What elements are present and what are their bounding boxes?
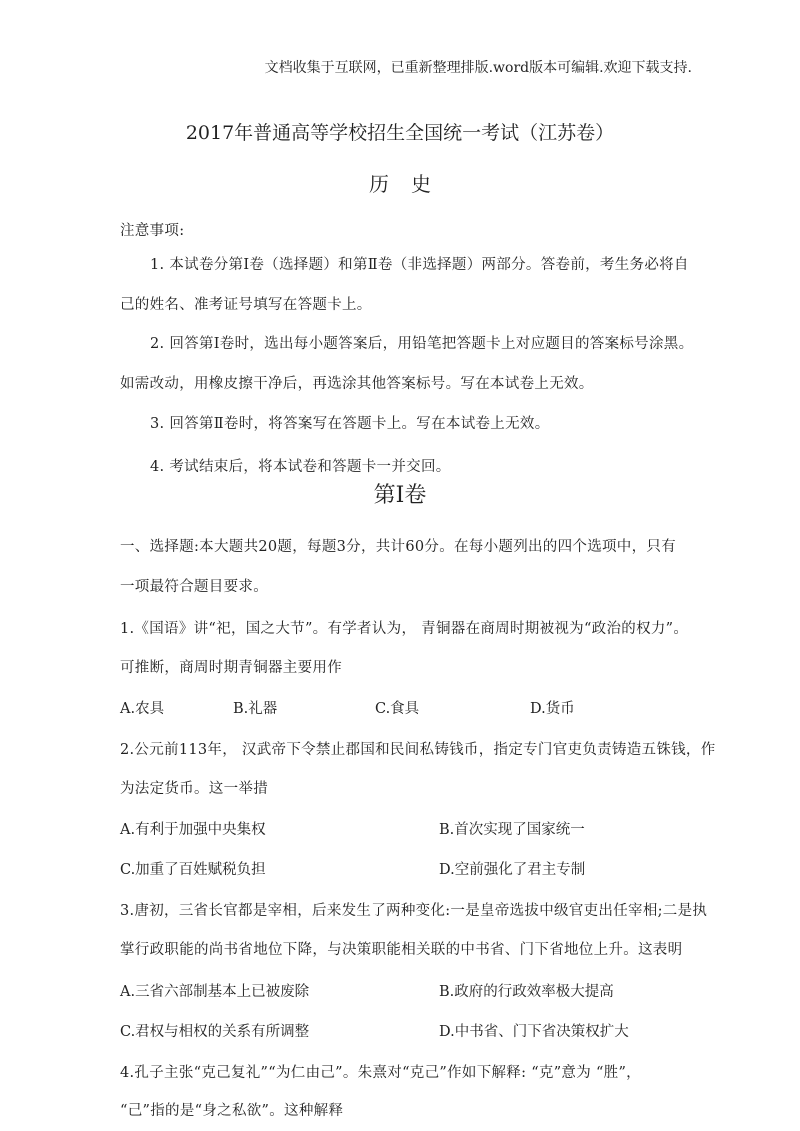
- notice-line: 3. 回答第Ⅱ卷时，将答案写在答题卡上。写在本试卷上无效。: [150, 416, 550, 432]
- question-2-option-a: A.有利于加强中央集权: [120, 822, 266, 838]
- question-3-stem: 3.唐初，三省长官都是宰相，后来发生了两种变化:一是皇帝选拔中级官吏出任宰相;二是执: [120, 903, 708, 919]
- question-2-option-b: B.首次实现了国家统一: [439, 822, 585, 838]
- section-title: 第Ⅰ卷: [373, 483, 427, 508]
- exam-title: 2017年普通高等学校招生全国统一考试（江苏卷）: [185, 122, 615, 144]
- part-intro-line: 一、选择题:本大题共20题，每题3分，共计60分。在每小题列出的四个选项中，只有: [120, 539, 677, 555]
- question-2-option-c: C.加重了百姓赋税负担: [120, 862, 266, 878]
- question-3-option-a: A.三省六部制基本上已被废除: [120, 984, 310, 1000]
- header-note: 文档收集于互联网，已重新整理排版.word版本可编辑.欢迎下载支持.: [264, 60, 692, 76]
- part-intro-line: 一项最符合题目要求。: [120, 579, 268, 595]
- question-2-stem: 2.公元前113年， 汉武帝下令禁止郡国和民间私铸钱币，指定专门官吏负责铸造五铢钱，作: [120, 742, 716, 758]
- notice-line: 2. 回答第Ⅰ卷时，选出每小题答案后，用铅笔把答题卡上对应题目的答案标号涂黑。: [150, 336, 694, 352]
- notice-line: 4. 考试结束后，将本试卷和答题卡一并交回。: [150, 459, 451, 475]
- question-2-stem: 为法定货币。这一举措: [120, 781, 268, 797]
- question-1-option-d: D.货币: [530, 701, 575, 717]
- question-1-option-c: C.食具: [375, 701, 420, 717]
- question-3-option-d: D.中书省、门下省决策权扩大: [439, 1024, 629, 1040]
- question-1-option-b: B.礼器: [233, 701, 278, 717]
- notice-heading: 注意事项:: [120, 223, 185, 239]
- question-4-stem: 4.孔子主张“克己复礼”“为仁由己”。朱熹对“克己”作如下解释: “克”意为 “胜”，: [120, 1065, 641, 1081]
- subject-title: 历史: [369, 172, 453, 196]
- question-3-option-c: C.君权与相权的关系有所调整: [120, 1024, 310, 1040]
- question-1-stem: 1.《国语》讲“祀，国之大节”。有学者认为， 青铜器在商周时期被视为“政治的权力”。: [120, 621, 689, 637]
- question-1-stem: 可推断，商周时期青铜器主要用作: [120, 660, 342, 676]
- question-1-option-a: A.农具: [120, 701, 165, 717]
- question-4-stem: “己”指的是“身之私欲”。这种解释: [120, 1103, 344, 1119]
- notice-line: 己的姓名、准考证号填写在答题卡上。: [120, 297, 372, 313]
- question-3-option-b: B.政府的行政效率极大提高: [439, 984, 614, 1000]
- question-3-stem: 掌行政职能的尚书省地位下降，与决策职能相关联的中书省、门下省地位上升。这表明: [120, 942, 683, 958]
- notice-line: 如需改动，用橡皮擦干净后，再选涂其他答案标号。写在本试卷上无效。: [120, 376, 594, 392]
- question-2-option-d: D.空前强化了君主专制: [439, 862, 586, 878]
- notice-line: 1. 本试卷分第Ⅰ卷（选择题）和第Ⅱ卷（非选择题）两部分。答卷前，考生务必将自: [150, 257, 689, 273]
